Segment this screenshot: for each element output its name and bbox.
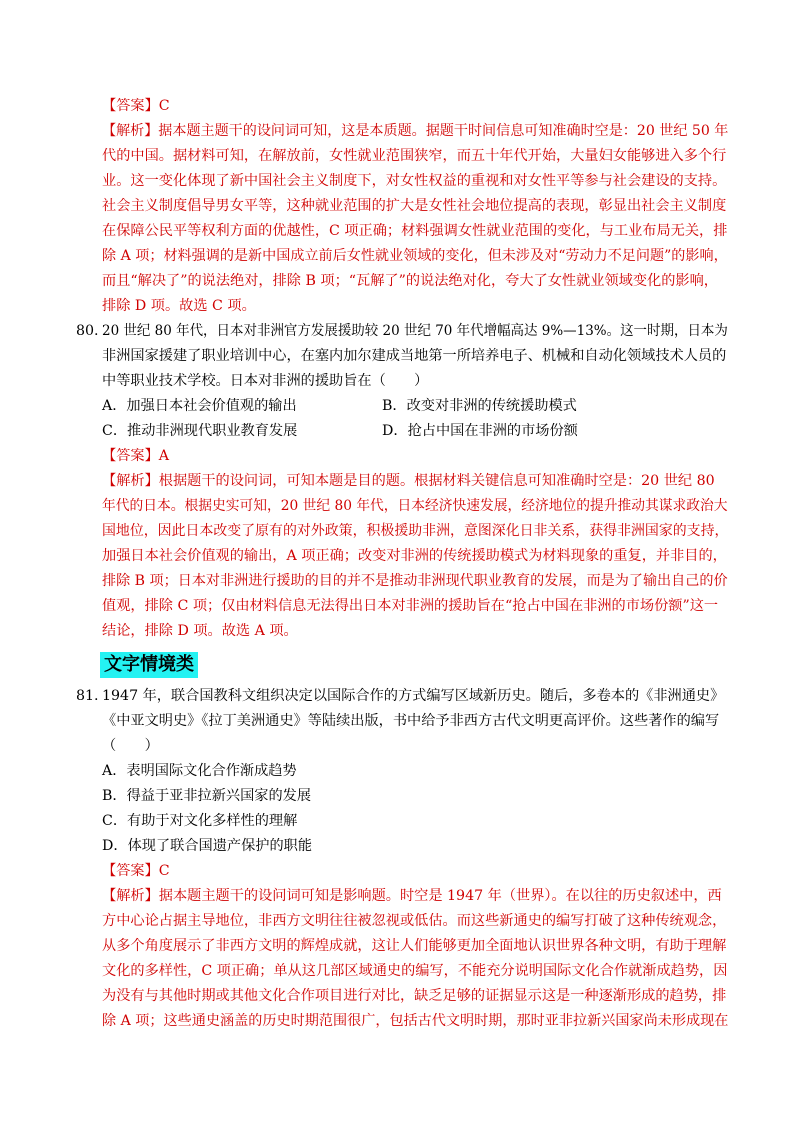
analysis-line: 【解析】根据题干的设问词，可知本题是目的题。根据材料关键信息可知准确时空是：20 世纪 80 (102, 473, 715, 489)
section-title: 文字情境类 (100, 652, 198, 678)
analysis-line: 除 A 项；这些通史涵盖的历史时期范围很广，包括古代文明时期，那时亚非拉新兴国家尚未形成现在 (102, 1013, 729, 1029)
analysis-line: 在保障公民平等权利方面的优越性，C 项正确；材料强调女性就业范围的变化，与工业布局无关，排 (102, 223, 728, 239)
question-stem-line: 20 世纪 80 年代，日本对非洲官方发展援助较 20 世纪 70 年代增幅高达 9%—13%。这一时期，日本为 (102, 323, 728, 339)
question-stem-line: （ ） (102, 738, 159, 754)
analysis-line: 文化的多样性，C 项正确；单从这几部区域通史的编写，不能充分说明国际文化合作就渐成趋势，因 (102, 963, 728, 979)
analysis-line: 社会主义制度倡导男女平等，这种就业范围的扩大是女性社会地位提高的表现，彰显出社会主义制度 (102, 198, 727, 214)
analysis-line: 结论，排除 D 项。故选 A 项。 (102, 623, 298, 639)
question-stem-line: 中等职业技术学校。日本对非洲的援助旨在（ ） (102, 373, 429, 389)
analysis-line: 从多个角度展示了非西方文明的辉煌成就，这让人们能够更加全面地认识世界各种文明，有助于理解 (102, 938, 727, 954)
question-stem-line: 《中亚文明史》《拉丁美洲通史》等陆续出版，书中给予非西方古代文明更高评价。这些著作的编写 (102, 713, 720, 729)
option-b: B．得益于亚非拉新兴国家的发展 (102, 788, 312, 804)
option-c: C．推动非洲现代职业教育发展 (102, 423, 298, 439)
analysis-line: 而且“解决了”的说法绝对，排除 B 项；“瓦解了”的说法绝对化，夸大了女性就业领域变化的影响， (102, 273, 718, 289)
analysis-line: 年代的日本。根据史实可知，20 世纪 80 年代，日本经济快速发展，经济地位的提升推动其谋求政治大 (102, 498, 728, 514)
option-a: A．加强日本社会价值观的输出 (102, 398, 297, 414)
analysis-line: 排除 B 项；日本对非洲进行援助的目的并不是推动非洲现代职业教育的发展，而是为了输出自己的价 (102, 573, 728, 589)
question-number: 81. (76, 688, 99, 704)
analysis-line: 业。这一变化体现了新中国社会主义制度下，对女性权益的重视和对女性平等参与社会建设的支持。 (102, 173, 727, 189)
analysis-line: 加强日本社会价值观的输出，A 项正确；改变对非洲的传统援助模式为材料现象的重复，并非目的， (102, 548, 727, 564)
option-b: B．改变对非洲的传统援助模式 (382, 398, 577, 414)
analysis-line: 除 A 项；材料强调的是新中国成立前后女性就业领域的变化，但未涉及对“劳动力不足问题”的影响， (102, 248, 728, 264)
analysis-line: 代的中国。据材料可知，在解放前，女性就业范围狭窄，而五十年代开始，大量妇女能够进入多个行 (102, 148, 727, 164)
answer-label: 【答案】C (102, 863, 170, 879)
analysis-line: 国地位，因此日本改变了原有的对外政策，积极援助非洲，意图深化日非关系，获得非洲国家的支持， (102, 523, 729, 539)
analysis-line: 【解析】据本题主题干的设问词可知是影响题。时空是 1947 年（世界）。在以往的历史叙述中，西 (102, 888, 722, 904)
option-a: A．表明国际文化合作渐成趋势 (102, 763, 297, 779)
answer-label: 【答案】C (102, 98, 170, 114)
question-stem-line: 1947 年，联合国教科文组织决定以国际合作的方式编写区域新历史。随后，多卷本的《非洲通史》 (102, 688, 725, 704)
analysis-line: 方中心论占据主导地位，非西方文明往往被忽视或低估。而这些新通史的编写打破了这种传统观念， (102, 913, 727, 929)
answer-label: 【答案】A (102, 448, 169, 464)
option-d: D．抢占中国在非洲的市场份额 (382, 423, 578, 439)
analysis-line: 为没有与其他时期或其他文化合作项目进行对比，缺乏足够的证据显示这是一种逐渐形成的趋势，排 (102, 988, 727, 1004)
option-c: C．有助于对文化多样性的理解 (102, 813, 298, 829)
analysis-line: 【解析】据本题主题干的设问词可知，这是本质题。据题干时间信息可知准确时空是：20 世纪 50 年 (102, 123, 729, 139)
question-stem-line: 非洲国家援建了职业培训中心，在塞内加尔建成当地第一所培养电子、机械和自动化领域技术人员的 (102, 348, 727, 364)
question-number: 80. (76, 323, 99, 339)
option-d: D．体现了联合国遗产保护的职能 (102, 838, 313, 854)
analysis-line: 排除 D 项。故选 C 项。 (102, 298, 256, 314)
analysis-line: 值观，排除 C 项；仅由材料信息无法得出日本对非洲的援助旨在“抢占中国在非洲的市场份额”这一 (102, 598, 719, 614)
